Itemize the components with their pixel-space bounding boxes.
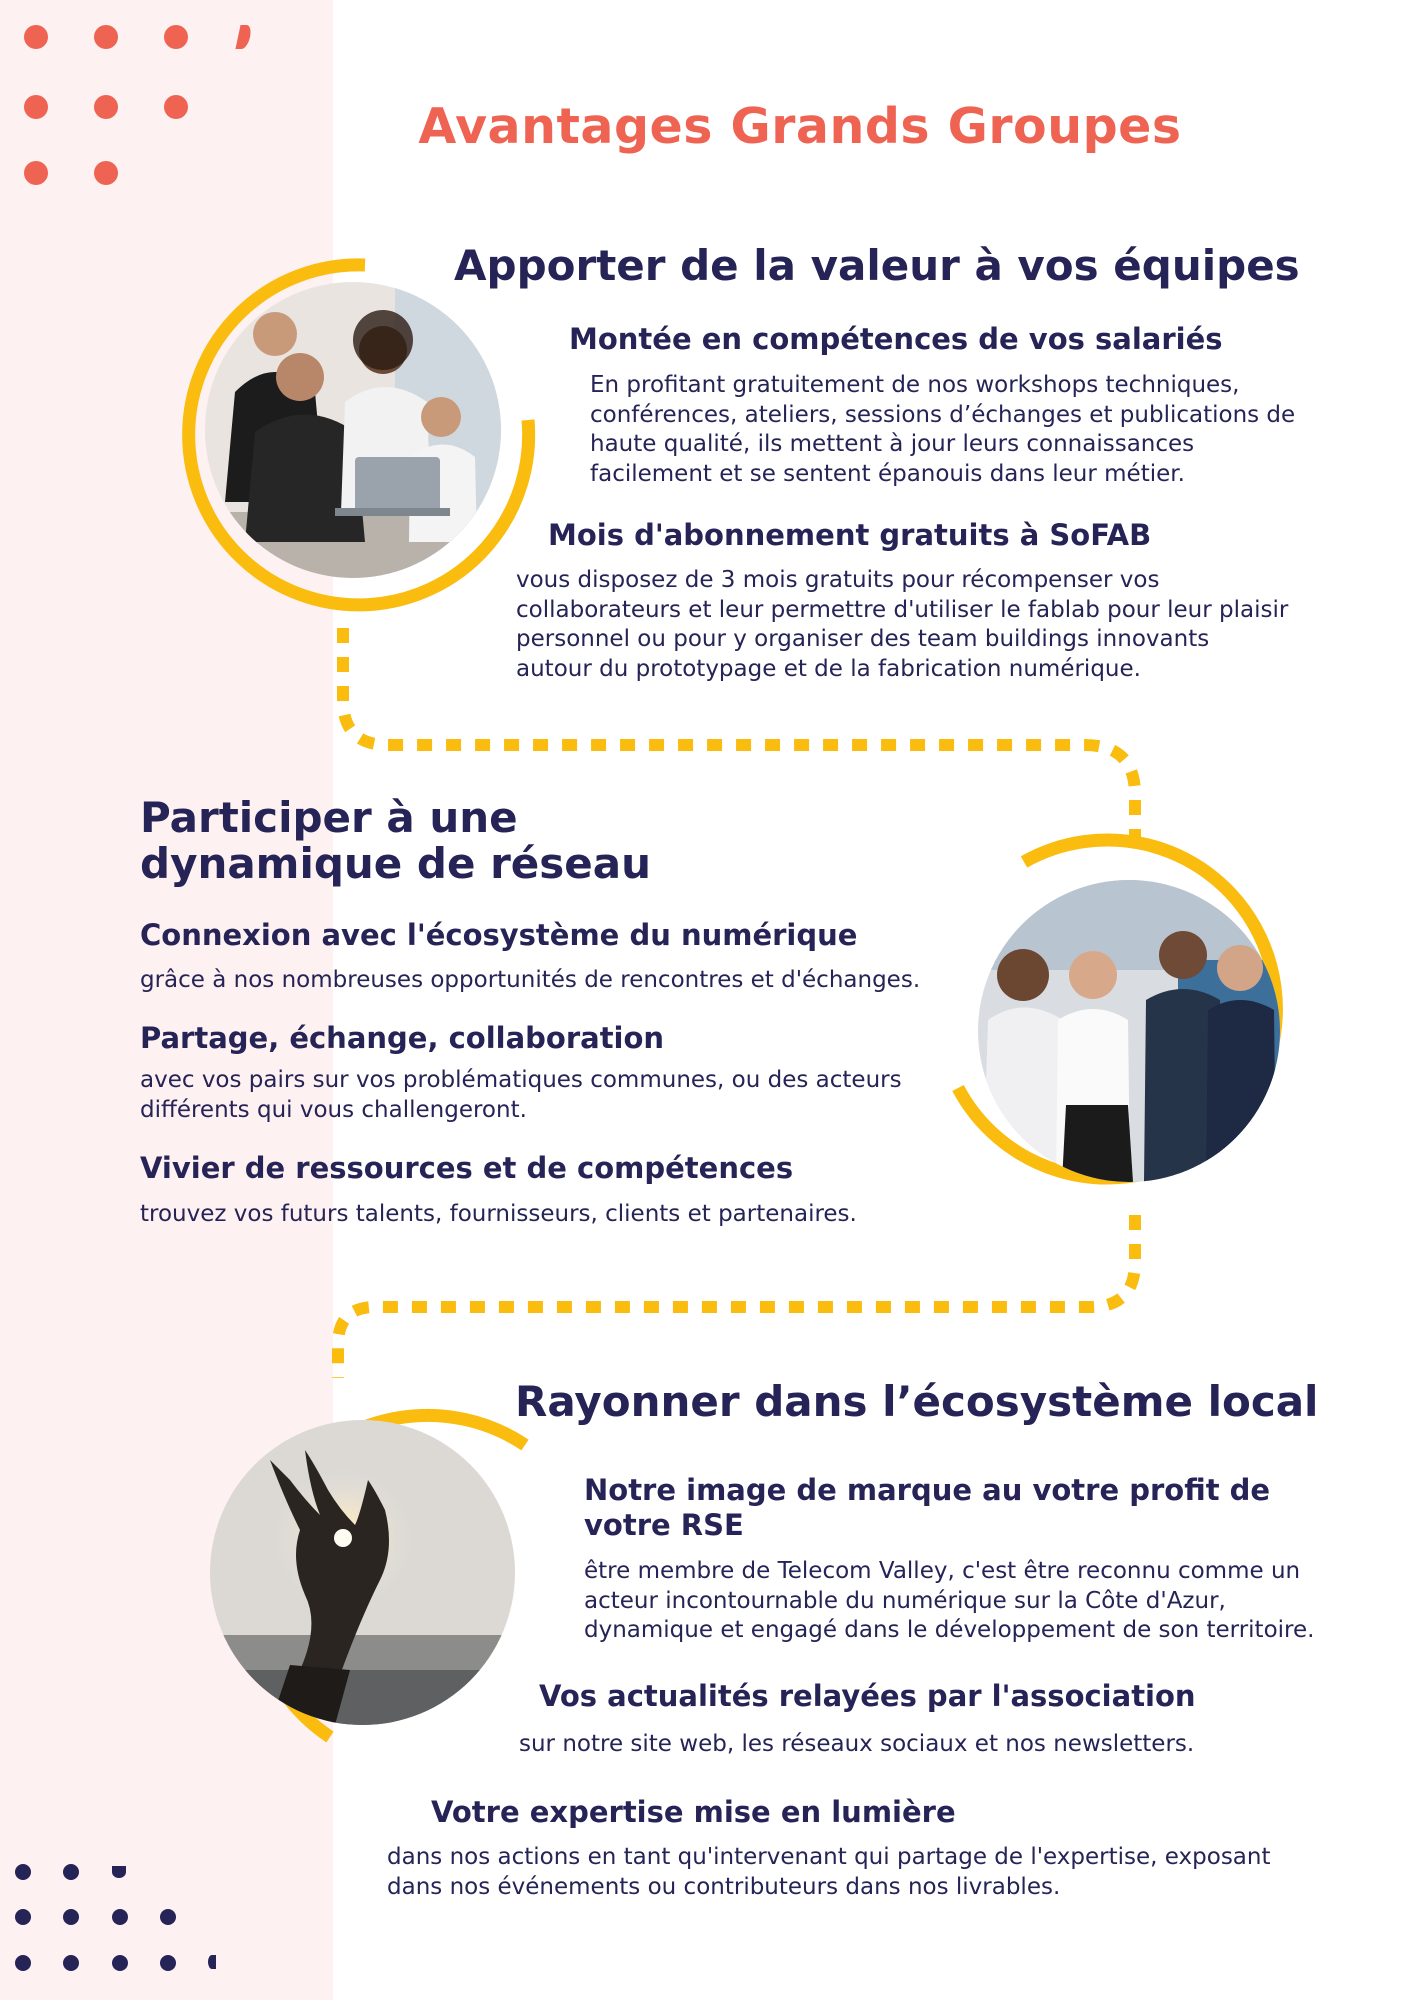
item-text-vivier: trouvez vos futurs talents, fournisseurs, clients et partenaires. [140, 1201, 857, 1227]
item-text-competences: En profitant gratuitement de nos workshops techniques, conférences, ateliers, sessions d’échanges et publications de haute qualité, ils mettent à jour leurs connaissances facilement et se sentent épanouis dans leur métier. [590, 372, 1296, 487]
item-text-partage: avec vos pairs sur vos problématiques communes, ou des acteurs différents qui vous challengeront. [140, 1067, 902, 1123]
item-title-expertise: Votre expertise mise en lumière [431, 1795, 956, 1829]
item-title-image-marque: Notre image de marque au votre profit de votre RSE [584, 1473, 1271, 1542]
page-title: Avantages Grands Groupes [418, 98, 1182, 155]
section-heading-rayonner: Rayonner dans l’écosystème local [515, 1377, 1319, 1426]
hand-sunlight-photo [210, 1420, 515, 1725]
item-text-image-marque: être membre de Telecom Valley, c'est être reconnu comme un acteur incontournable du numérique sur la Côte d'Azur, dynamique et engagé dans le développement de son territoire. [584, 1558, 1315, 1643]
item-title-sofab: Mois d'abonnement gratuits à SoFAB [548, 518, 1152, 552]
section-heading-equipes: Apporter de la valeur à vos équipes [454, 241, 1300, 290]
item-title-connexion: Connexion avec l'écosystème du numérique [140, 918, 858, 952]
team-laptop-photo [205, 282, 501, 578]
item-title-competences: Montée en compétences de vos salariés [569, 322, 1223, 356]
item-title-vivier: Vivier de ressources et de compétences [140, 1151, 794, 1185]
item-text-sofab: vous disposez de 3 mois gratuits pour récompenser vos collaborateurs et leur permettre d'utiliser le fablab pour leur plaisir personnel ou pour y organiser des team buildings innovants autour du prototypage et de la fabrication numérique. [516, 567, 1289, 682]
item-text-connexion: grâce à nos nombreuses opportunités de rencontres et d'échanges. [140, 967, 921, 993]
item-title-actualites: Vos actualités relayées par l'association [539, 1679, 1196, 1713]
item-title-partage: Partage, échange, collaboration [140, 1021, 665, 1055]
section-heading-reseau: Participer à une dynamique de réseau [140, 793, 652, 888]
networking-people-photo [978, 880, 1280, 1182]
item-text-expertise: dans nos actions en tant qu'intervenant qui partage de l'expertise, exposant dans nos événements ou contributeurs dans nos livrables. [387, 1844, 1271, 1900]
item-text-actualites: sur notre site web, les réseaux sociaux et nos newsletters. [519, 1731, 1195, 1757]
